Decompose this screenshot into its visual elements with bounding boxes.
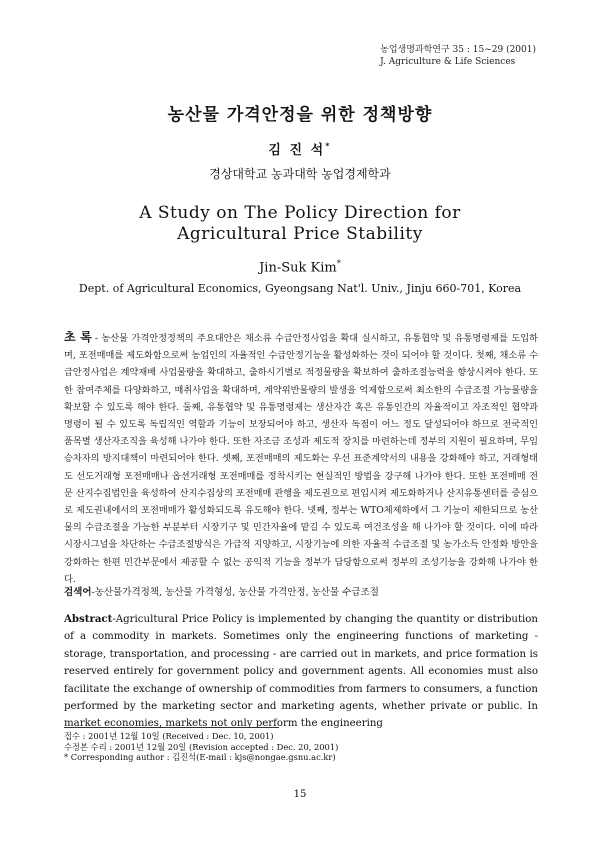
keywords-text: -농산물가격정책, 농산물 가격형성, 농산물 가격안정, 농산물 수급조절 [91, 587, 379, 598]
korean-author-name: 김 진 석 [268, 143, 326, 158]
korean-abstract-text: - 농산물 가격안정정책의 주요대안은 채소류 수급안정사업을 확대 실시하고, 유통협약 및 유통명령제를 도입하며, 포전매매를 제도화함으로써 농업인의 자율적인 수급안정기능을 활성화하는 것이 되어야 할 것이다. 첫째, 채소류 수급안정사업은 계약재배 사업물량을 확대하고, 출하시기별로 적정물량을 확보하여 출하조절능력을 향상시켜야 한다. 또한 참여주체를 다양화하고, 매취사업을 확대하며, 계약위반물량의 발생을 억제함으로써 최소한의 수급조절 가능물량을 확보할 수 있도록 해야 한다. 둘째, 유통협약 및 유통명령제는 생산자간 혹은 유통인간의 자율적이고 자조적인 협약과 명령이 될 수 있도록 독립적인 역할과 기능이 보장되어야 하고, 생산자 독점이 어느 정도 달성되어야 하므로 전국적인 품목별 생산자조직을 육성해 나가야 한다. 또한 자조금 조성과 제도적 장치를 마련하는데 정부의 지원이 필요하며, 무임승차자의 방지대책이 마련되어야 한다. 셋째, 포전매매의 제도화는 우선 표준계약서의 내용을 강화해야 하고, 거래형태도 선도거래형 포전매매나 옵션거래형 포전매매를 정착시키는 현실적인 방법을 강구해 나가야 한다. 또한 포전매매 전문 산지수집법인을 육성하여 산지수집상의 포전매매 관행을 제도권으로 편입시켜 제도화하거나 산지유통센터를 중심으로 제도권내에서의 포전매매가 활성화되도록 유도해야 한다. 넷째, 정부는 WTO체제하에서 그 기능이 제한되므로 농산물의 수급조절을 가능한 부분부터 시장기구 및 민간자율에 맡길 수 있도록 여건조성을 해 나가야 할 것이다. 이에 따라 시장시그널을 차단하는 수급조절방식은 가급적 지양하고, 시장기능에 의한 자율적 수급조절 및 농가소득 안정화 방안을 강화하는 한편 민간부문에서 제공할 수 없는 공익적 기능을 정부가 담당함으로써 정부의 조성기능을 강화해 나가야 한다. [64, 333, 538, 585]
english-author [0, 258, 600, 275]
english-author-mark: * [336, 258, 341, 268]
english-abstract-text: -Agricultural Price Policy is implemented by changing the quantity or distribution of a commodity in markets. Sometimes only the engineering functions of marketing - storage, transportation, and processing - are carried out in markets, and price formation is reserved entirely for government policy and government agents. All economies must also facilitate the exchange of ownership of commodities from farmers to consumers, a function performed by the marketing sector and marketing agents, whether private or public. In market economies, markets not only perform the engineering [64, 614, 538, 730]
keywords [64, 584, 538, 598]
english-title-line-1: A Study on The Policy Direction for [139, 203, 461, 223]
english-author-name: Jin-Suk Kim [259, 260, 337, 276]
english-abstract-label: Abstract [64, 613, 113, 625]
page-number: 15 [293, 789, 307, 800]
footnote-received: 접수 : 2001년 12월 10일 (Received : Dec. 10, 2001) [64, 731, 274, 741]
korean-author-mark: * [325, 140, 332, 151]
english-affiliation: Dept. of Agricultural Economics, Gyeongsang Nat'l. Univ., Jinju 660-701, Korea [78, 282, 522, 295]
korean-title: 농산물 가격안정을 위한 정책방향 [167, 105, 433, 125]
journal-line-korean: 농업생명과학연구 35 : 15~29 (2001) [380, 45, 536, 55]
journal-info [380, 44, 536, 68]
journal-line-english: J. Agriculture & Life Sciences [380, 57, 516, 67]
footnotes [64, 731, 338, 763]
korean-abstract [64, 329, 538, 588]
english-title [0, 203, 600, 245]
korean-affiliation: 경상대학교 농과대학 농업경제학과 [209, 167, 391, 181]
korean-author [0, 139, 600, 158]
english-title-line-2: Agricultural Price Stability [177, 224, 423, 244]
footnote-corresponding-author: * Corresponding author : 김진석(E-mail : kjs@nongae.gsnu.ac.kr) [64, 752, 336, 762]
korean-abstract-label: 초 록 [64, 330, 92, 344]
footnote-accepted: 수정본 수리 : 2001년 12월 20일 (Revision accepted : Dec. 20, 2001) [64, 741, 339, 752]
keywords-label: 검색어 [64, 587, 92, 598]
footnote-divider [64, 727, 279, 728]
english-abstract [64, 611, 538, 733]
